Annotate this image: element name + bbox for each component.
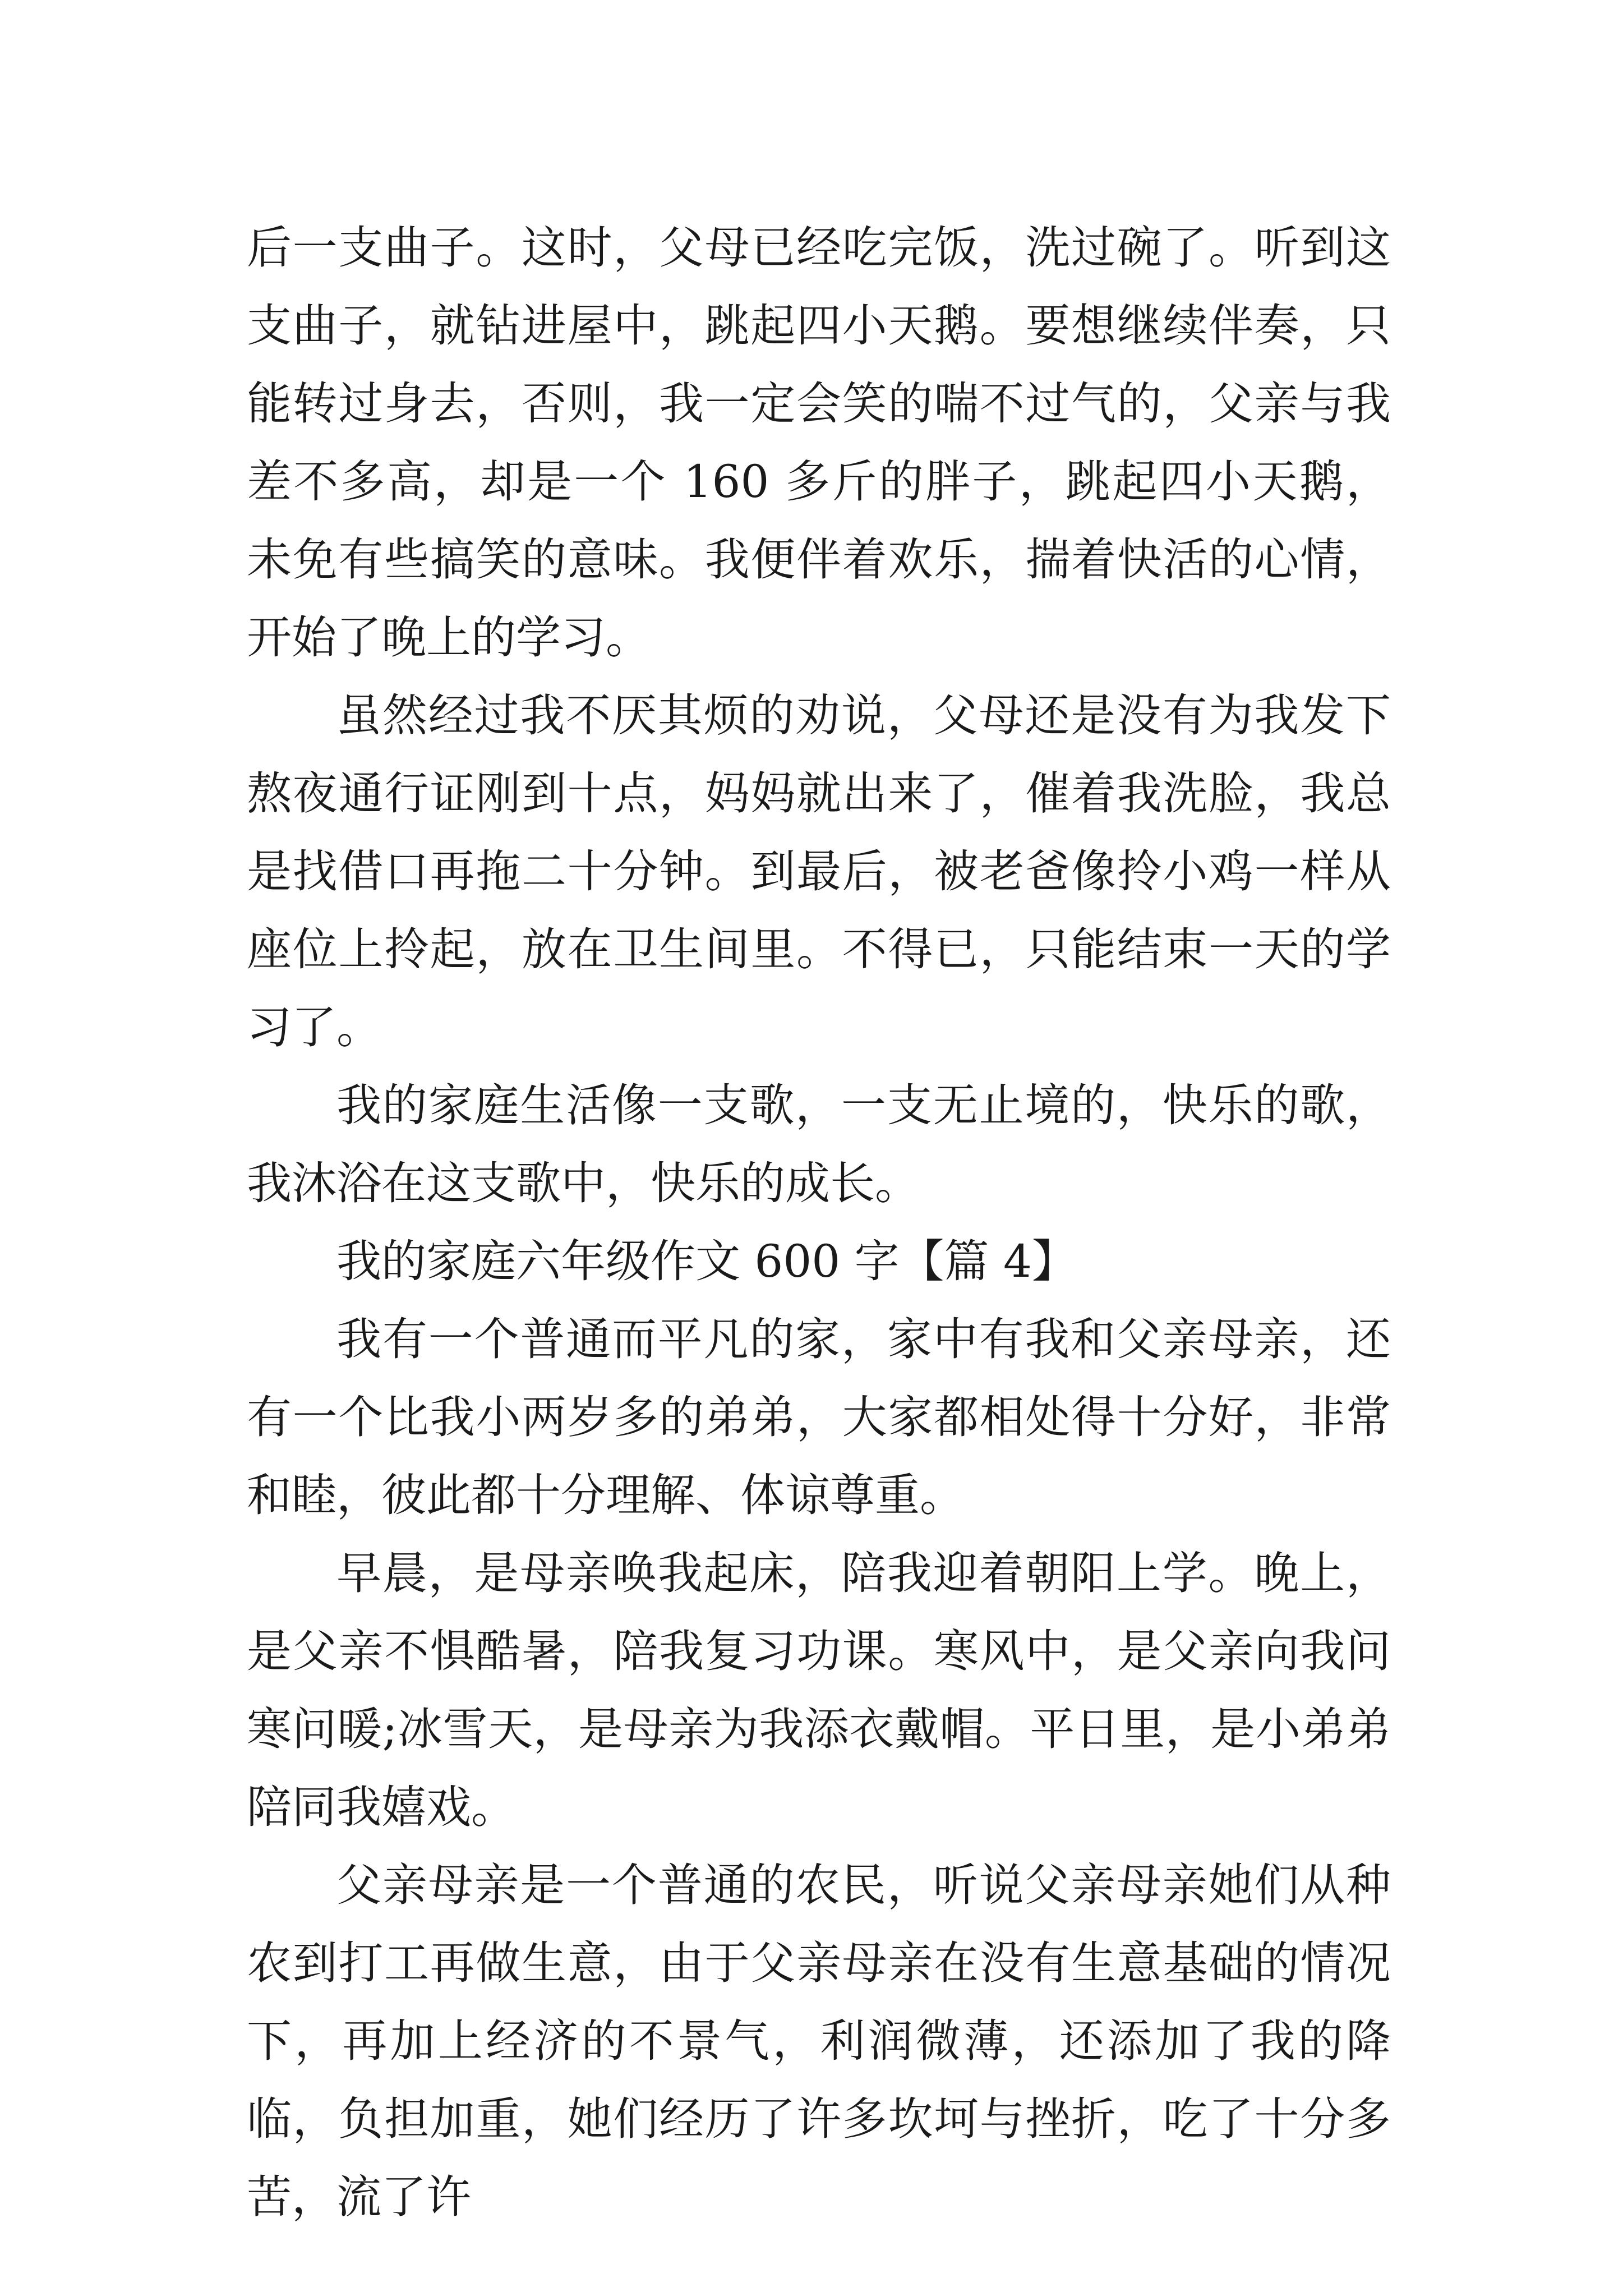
paragraph: 父亲母亲是一个普通的农民，听说父亲母亲她们从种农到打工再做生意，由于父亲母亲在没有生意基础的情况下，再加上经济的不景气，利润微薄，还添加了我的降临，负担加重，她们经历了许多坎坷与挫折，吃了十分多苦，流了许: [247, 1859, 1391, 2223]
document-body: [247, 209, 1391, 2236]
paragraph: 早晨，是母亲唤我起床，陪我迎着朝阳上学。晚上，是父亲不惧酷暑，陪我复习功课。寒风中，是父亲向我问寒问暖;冰雪天，是母亲为我添衣戴帽。平日里，是小弟弟陪同我嬉戏。: [247, 1547, 1391, 1833]
paragraph: 虽然经过我不厌其烦的劝说，父母还是没有为我发下熬夜通行证刚到十点，妈妈就出来了，催着我洗脸，我总是找借口再拖二十分钟。到最后，被老爸像拎小鸡一样从座位上拎起，放在卫生间里。不得已，只能结束一天的学习了。: [247, 689, 1391, 1053]
paragraph-continuation: 后一支曲子。这时，父母已经吃完饭，洗过碗了。听到这支曲子，就钻进屋中，跳起四小天鹅。要想继续伴奏，只能转过身去，否则，我一定会笑的喘不过气的，父亲与我差不多高，却是一个 160 多斤的胖子，跳起四小天鹅，未免有些搞笑的意味。我便伴着欢乐，揣着快活的心情，开始了晚上的学习。: [247, 222, 1391, 664]
paragraph: 我有一个普通而平凡的家，家中有我和父亲母亲，还有一个比我小两岁多的弟弟，大家都相处得十分好，非常和睦，彼此都十分理解、体谅尊重。: [247, 1313, 1391, 1521]
section-heading: 我的家庭六年级作文 600 字【篇 4】: [336, 1235, 1077, 1287]
paragraph: 我的家庭生活像一支歌，一支无止境的，快乐的歌，我沐浴在这支歌中，快乐的成长。: [247, 1079, 1391, 1209]
